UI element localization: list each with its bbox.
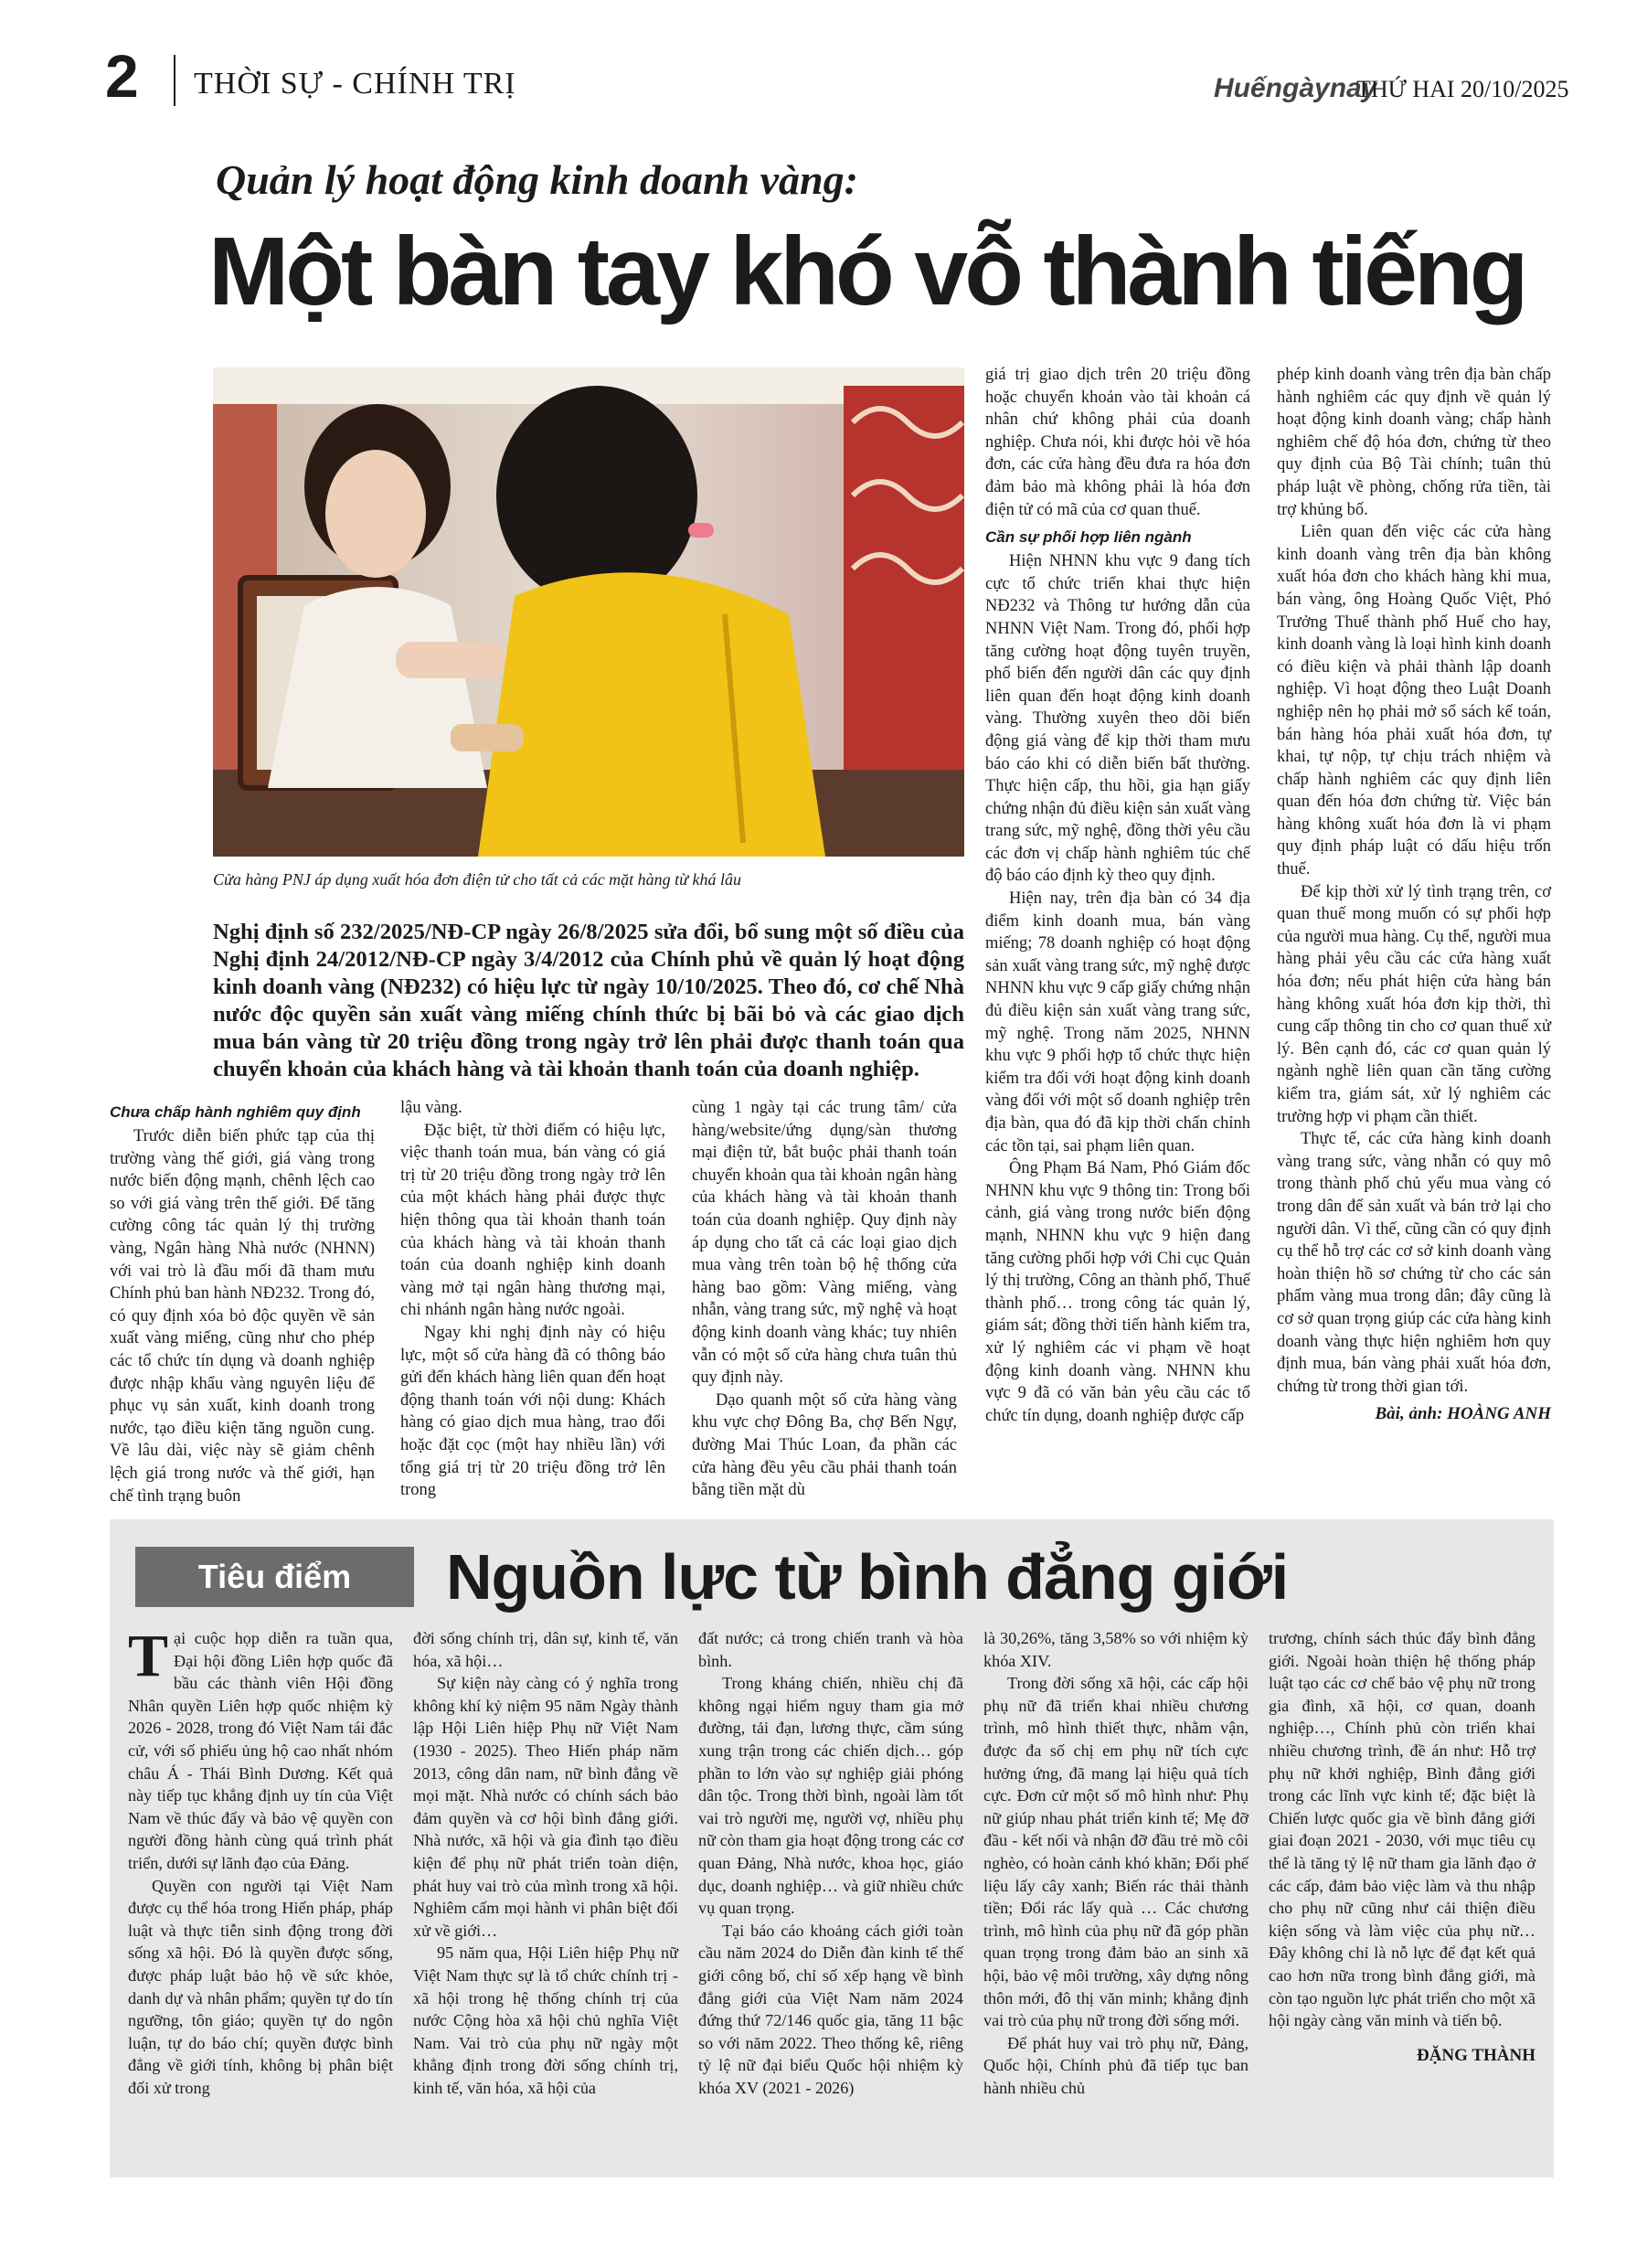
article-column-4 [985, 364, 1250, 1427]
article-kicker: Quản lý hoạt động kinh doanh vàng: [216, 156, 858, 203]
feature-paragraph: Trong đời sống xã hội, các cấp hội phụ nữ đã triển khai nhiều chương trình, mô hình thiết thực, nhằm vận, được đa số chị em phụ nữ tích cực hưởng ứng, đã mang lại hiệu quả tích cực. Đơn cử một số mô hình như: Phụ nữ giúp nhau phát triển kinh tế; Mẹ đỡ đầu - kết nối và nhận đỡ đầu trẻ mồ côi nghèo, có hoàn cảnh khó khăn; Đổi phế liệu lấy cây xanh; Biến rác thải thành tiền; Đổi rác lấy quà … Các chương trình, mô hình của phụ nữ đã góp phần quan trọng trong đảm bảo an sinh xã hội, bảo vệ môi trường, xây dựng nông thôn mới, đô thị văn minh; khẳng định vai trò của phụ nữ trong đời sống mới. [983, 1674, 1249, 2030]
feature-column-3 [698, 1627, 963, 2099]
article-paragraph: Trước diễn biến phức tạp của thị trường vàng thế giới, giá vàng trong nước biến động mạnh, chênh lệch cao so với giá vàng trên thế giới. Để tăng cường công tác quản lý thị trường vàng, Ngân hàng Nhà nước (NHNN) với vai trò là đầu mối đã tham mưu Chính phủ ban hành NĐ232. Trong đó, có quy định xóa bỏ độc quyền về sản xuất vàng miếng, cũng như cho phép các tổ chức tín dụng và doanh nghiệp được nhập khẩu vàng nguyên liệu để phục vụ sản xuất, kinh doanh trong nước, tạo điều kiện tăng nguồn cung. Về lâu dài, việc này sẽ giảm chênh lệch giá trong nước và thế giới, hạn chế tình trạng buôn [110, 1127, 375, 1506]
article-paragraph: Hiện nay, trên địa bàn có 34 địa điểm kinh doanh mua, bán vàng miếng; 78 doanh nghiệp có hoạt động sản xuất vàng trang sức, mỹ nghệ được NHNN khu vực 9 cấp giấy chứng nhận đủ điều kiện sản xuất vàng trang sức, mỹ nghệ. Trong năm 2025, NHNN khu vực 9 phối hợp tổ chức thực hiện kiểm tra đối với hoạt động kinh doanh vàng đối với một số doanh nghiệp trên địa bàn, qua đó đã kịp thời chấn chỉnh các tồn tại, sai phạm liên quan. [985, 889, 1250, 1155]
header-divider [174, 55, 175, 106]
article-paragraph: Ông Phạm Bá Nam, Phó Giám đốc NHNN khu vực 9 thông tin: Trong bối cảnh, giá vàng trong nước biến động mạnh, NHNN khu vực 9 hiện đang tăng cường phối hợp với Chi cục Quản lý thị trường, Công an thành phố, Thuế thành phố… trong công tác quản lý, giám sát; đồng thời tiến hành kiểm tra, xử lý nghiêm các vi phạm về hoạt động kinh doanh vàng. NHNN khu vực 9 đã có văn bản yêu cầu các tổ chức tín dụng, doanh nghiệp được cấp [985, 1159, 1250, 1425]
feature-paragraph: Quyền con người tại Việt Nam được cụ thể hóa trong Hiến pháp, pháp luật và thực tiễn sinh động trong đời sống xã hội. Đó là quyền được sống, được pháp luật bảo hộ về sức khỏe, danh dự và nhân phẩm; quyền tự do tín ngưỡng, tôn giáo; quyền tự do ngôn luận, tự do báo chí; quyền được bình đẳng về giới tính, không bị phân biệt đối xử trong [128, 1876, 393, 2097]
article-byline: Bài, ảnh: HOÀNG ANH [1375, 1404, 1551, 1424]
feature-paragraph: là 30,26%, tăng 3,58% so với nhiệm kỳ khóa XIV. [983, 1629, 1249, 1670]
article-column-5 [1277, 364, 1551, 1426]
feature-paragraph: Trong kháng chiến, nhiều chị đã không ngại hiểm nguy tham gia mở đường, tải đạn, lương thực, cầm súng xung trận trong các chiến dịch… góp phần to lớn vào sự nghiệp giải phóng dân tộc. Trong thời bình, ngoài làm tốt vai trò người mẹ, người vợ, nhiều phụ nữ còn tham gia hoạt động trong các cơ quan Đảng, Nhà nước, khoa học, giáo dục, doanh nghiệp… và giữ nhiều chức vụ quan trọng. [698, 1674, 963, 1918]
feature-paragraph: đời sống chính trị, dân sự, kinh tế, văn hóa, xã hội… [413, 1629, 678, 1670]
feature-paragraph: Tại báo cáo khoảng cách giới toàn cầu năm 2024 do Diễn đàn kinh tế thế giới công bố, chỉ số xếp hạng về bình đẳng giới của Việt Nam năm 2024 đứng thứ 72/146 quốc gia, tăng 11 bậc so với năm 2022. Theo thống kê, riêng tỷ lệ nữ đại biểu Quốc hội nhiệm kỳ khóa XV (2021 - 2026) [698, 1921, 963, 2097]
article-column-2 [400, 1097, 665, 1502]
article-paragraph: giá trị giao dịch trên 20 triệu đồng hoặc chuyển khoản vào tài khoản cá nhân chứ không phải của doanh nghiệp. Chưa nói, khi được hỏi về hóa đơn, các cửa hàng đều đưa ra hóa đơn đảm bảo mà không phải là hóa đơn điện tử có mã của cơ quan thuế. [985, 366, 1250, 519]
feature-byline: ĐẶNG THÀNH [1416, 2045, 1535, 2065]
article-paragraph: Dạo quanh một số cửa hàng vàng khu vực chợ Đông Ba, chợ Bến Ngự, đường Mai Thúc Loan, đa phần các cửa hàng đều yêu cầu phải thanh toán bằng tiền mặt dù [692, 1390, 957, 1500]
feature-paragraph: Sự kiện này càng có ý nghĩa trong không khí kỷ niệm 95 năm Ngày thành lập Hội Liên hiệp Phụ nữ Việt Nam (1930 - 2025). Theo Hiến pháp năm 2013, công dân nam, nữ bình đẳng về mọi mặt. Nhà nước có chính sách bảo đảm quyền và cơ hội bình đẳng giới. Nhà nước, xã hội và gia đình tạo điều kiện để phụ nữ phát triển toàn diện, phát huy vai trò của mình trong xã hội. Nghiêm cấm mọi hành vi phân biệt đối xử về giới… [413, 1674, 678, 1940]
article-paragraph: lậu vàng. [400, 1099, 462, 1117]
section-title: THỜI SỰ - CHÍNH TRỊ [194, 67, 516, 101]
feature-paragraph: Để phát huy vai trò phụ nữ, Đảng, Quốc hội, Chính phủ đã tiếp tục ban hành nhiều chủ [983, 2033, 1249, 2097]
feature-column-1 [128, 1623, 393, 2099]
dropcap: T [128, 1623, 169, 1689]
gold-shop-photo-illustration [213, 367, 964, 857]
article-paragraph: cùng 1 ngày tại các trung tâm/ cửa hàng/website/ứng dụng/sàn thương mại điện tử, bắt buộc phải thanh toán chuyển khoản qua tài khoản ngân hàng của khách hàng và tài khoản thanh toán của doanh nghiệp. Quy định này áp dụng cho tất cả các loại giao dịch mua vàng trên toàn bộ hệ thống cửa hàng bao gồm: Vàng miếng, vàng nhẫn, vàng trang sức, mỹ nghệ và hoạt động kinh doanh vàng khác; tuy nhiên vẫn có một số cửa hàng chưa tuân thủ quy định này. [692, 1099, 957, 1388]
feature-paragraph: 95 năm qua, Hội Liên hiệp Phụ nữ Việt Nam thực sự là tổ chức chính trị - xã hội trong hệ thống chính trị của nước Cộng hòa xã hội chủ nghĩa Việt Nam. Vai trò của phụ nữ ngày một khẳng định trong đời sống chính trị, kinh tế, văn hóa, xã hội của [413, 1943, 678, 2097]
subheading-compliance: Chưa chấp hành nghiêm quy định [110, 1103, 361, 1121]
article-photo [213, 367, 964, 857]
issue-date: THỨ HAI 20/10/2025 [1356, 76, 1569, 102]
article-column-3 [692, 1097, 957, 1502]
article-paragraph: phép kinh doanh vàng trên địa bàn chấp hành nghiêm các quy định về quản lý hoạt động kinh doanh vàng; chấp hành nghiêm chế độ hóa đơn, chứng từ theo quy định của Bộ Tài chính; tuân thủ pháp luật về phòng, chống rửa tiền, tài trợ khủng bố. [1277, 366, 1551, 519]
feature-column-4 [983, 1627, 1249, 2099]
article-column-1 [110, 1102, 375, 1507]
article-paragraph: Thực tế, các cửa hàng kinh doanh vàng trang sức, vàng nhẫn có quy mô trong thành phố chủ yếu mua vàng có trong dân để sản xuất và bán trở lại cho người dân. Vì thế, cũng cần có quy định cụ thể hỗ trợ các cơ sở kinh doanh vàng hoàn thiện hồ sơ chứng từ cho các sản phẩm vàng mua trong dân; đây cũng là cơ sở quan trọng giúp các cửa hàng kinh doanh vàng thực hiện nghiêm hơn quy định mua, bán vàng phải xuất hóa đơn, chứng từ trong thời gian tới. [1277, 1130, 1551, 1396]
feature-headline: Nguồn lực từ bình đẳng giới [446, 1541, 1289, 1613]
feature-paragraph: trương, chính sách thúc đẩy bình đẳng giới. Ngoài hoàn thiện hệ thống pháp luật tạo các cơ chế bảo vệ phụ nữ trong gia đình, xã hội, cơ quan, doanh nghiệp…, Chính phủ còn triển khai nhiều chương trình, đề án như: Hỗ trợ phụ nữ khởi nghiệp, Bình đẳng giới trong các lĩnh vực kinh tế; đặc biệt là Chiến lược quốc gia về bình đẳng giới giai đoạn 2021 - 2030, với mục tiêu cụ thể là tăng tỷ lệ nữ tham gia lãnh đạo ở các cấp, đảm bảo việc làm và thu nhập cho phụ nữ cũng như cải thiện điều kiện sống và làm việc của phụ nữ… Đây không chỉ là nỗ lực để đạt kết quả cao hơn nữa trong bình đẳng giới, mà còn tạo nguồn lực phát triển cho một xã hội ngày càng văn minh và tiến bộ. [1269, 1629, 1535, 2030]
subheading-coordination: Cần sự phối hợp liên ngành [985, 528, 1192, 547]
feature-column-5 [1269, 1627, 1535, 2067]
feature-paragraph: đất nước; cả trong chiến tranh và hòa bình. [698, 1629, 963, 1670]
photo-caption: Cửa hàng PNJ áp dụng xuất hóa đơn điện tử cho tất cả các mặt hàng từ khá lâu [213, 870, 741, 889]
newspaper-logo: Huếngàynay [1214, 73, 1377, 103]
article-paragraph: Đặc biệt, từ thời điểm có hiệu lực, việc thanh toán mua, bán vàng có giá trị từ 20 triệu đồng trong ngày trở lên của một khách hàng phải được thực hiện thông qua tài khoản thanh toán của khách hàng và tài khoản thanh toán của doanh nghiệp kinh doanh vàng mở tại ngân hàng thương mại, chi nhánh ngân hàng nước ngoài. [400, 1121, 665, 1320]
article-paragraph: Ngay khi nghị định này có hiệu lực, một số cửa hàng đã có thông báo gửi đến khách hàng liên quan đến hoạt động thanh toán với nội dung: Khách hàng có giao dịch mua hàng, trao đổi hoặc đặt cọc (một hay nhiều lần) với tổng giá trị từ 20 triệu đồng trở lên trong [400, 1323, 665, 1500]
feature-paragraph: ại cuộc họp diễn ra tuần qua, Đại hội đồng Liên hợp quốc đã bầu các thành viên Hội đồng Nhân quyền Liên hợp quốc nhiệm kỳ 2026 - 2028, trong đó Việt Nam tái đắc cử, với số phiếu ủng hộ cao nhất nhóm châu Á - Thái Bình Dương. Kết quả này tiếp tục khẳng định uy tín của Việt Nam về thúc đẩy và bảo vệ quyền con người đồng hành cùng quá trình phát triển, dưới sự lãnh đạo của Đảng. [128, 1629, 393, 1872]
feature-column-2 [413, 1627, 678, 2099]
article-paragraph: Để kịp thời xử lý tình trạng trên, cơ quan thuế mong muốn có sự phối hợp của người mua hàng. Cụ thể, người mua hàng phải yêu cầu các cửa hàng xuất hóa đơn; nếu phát hiện cửa hàng bán hàng không xuất hóa đơn kịp thời, thì cung cấp thông tin cho cơ quan thuế xử lý. Bên cạnh đó, các cơ quan quản lý ngành nghề liên quan cần tăng cường kiểm tra, giám sát, xử lý nghiêm các trường hợp vi phạm cần thiết. [1277, 882, 1551, 1126]
article-paragraph: Hiện NHNN khu vực 9 đang tích cực tổ chức triển khai thực hiện NĐ232 và Thông tư hướng dẫn của NHNN Việt Nam. Trong đó, phối hợp tăng cường hoạt động tuyên truyền, phổ biến đến người dân các quy định liên quan đến hoạt động kinh doanh vàng. Thường xuyên theo dõi biến động giá vàng để kịp thời tham mưu báo cáo khi có diễn biến bất thường. Thực hiện cấp, thu hồi, gia hạn giấy chứng nhận đủ điều kiện sản xuất vàng trang sức, mỹ nghệ, đồng thời yêu cầu các đơn vị chấp hành nghiêm túc chế độ báo cáo định kỳ theo quy định. [985, 552, 1250, 886]
feature-tag: Tiêu điểm [135, 1547, 414, 1607]
article-paragraph: Liên quan đến việc các cửa hàng kinh doanh vàng trên địa bàn không xuất hóa đơn cho khách hàng khi mua, bán vàng, ông Hoàng Quốc Việt, Phó Trưởng Thuế thành phố Huế cho hay, kinh doanh vàng là loại hình kinh doanh có điều kiện và phải thành lập doanh nghiệp. Vì hoạt động theo Luật Doanh nghiệp nên họ phải mở sổ sách kế toán, bán hàng hóa phải xuất hóa đơn, tự khai, tự nộp, tự chịu trách nhiệm và chấp hành nghiêm các quy định liên quan đến hóa đơn chứng từ. Việc bán hàng không xuất hóa đơn là vi phạm quy định pháp luật có dấu hiệu trốn thuế. [1277, 523, 1551, 879]
article-headline: Một bàn tay khó vỗ thành tiếng [208, 218, 1525, 325]
article-lead: Nghị định số 232/2025/NĐ-CP ngày 26/8/2025 sửa đổi, bổ sung một số điều của Nghị định 24/2012/NĐ-CP ngày 3/4/2012 của Chính phủ về quản lý hoạt động kinh doanh vàng (NĐ232) có hiệu lực từ ngày 10/10/2025. Theo đó, cơ chế Nhà nước độc quyền sản xuất vàng miếng chính thức bị bãi bỏ và các giao dịch mua bán vàng từ 20 triệu đồng trong ngày trở lên phải được thanh toán qua chuyển khoản của khách hàng và tài khoản thanh toán của doanh nghiệp. [213, 920, 964, 1081]
page-number: 2 [105, 42, 139, 110]
